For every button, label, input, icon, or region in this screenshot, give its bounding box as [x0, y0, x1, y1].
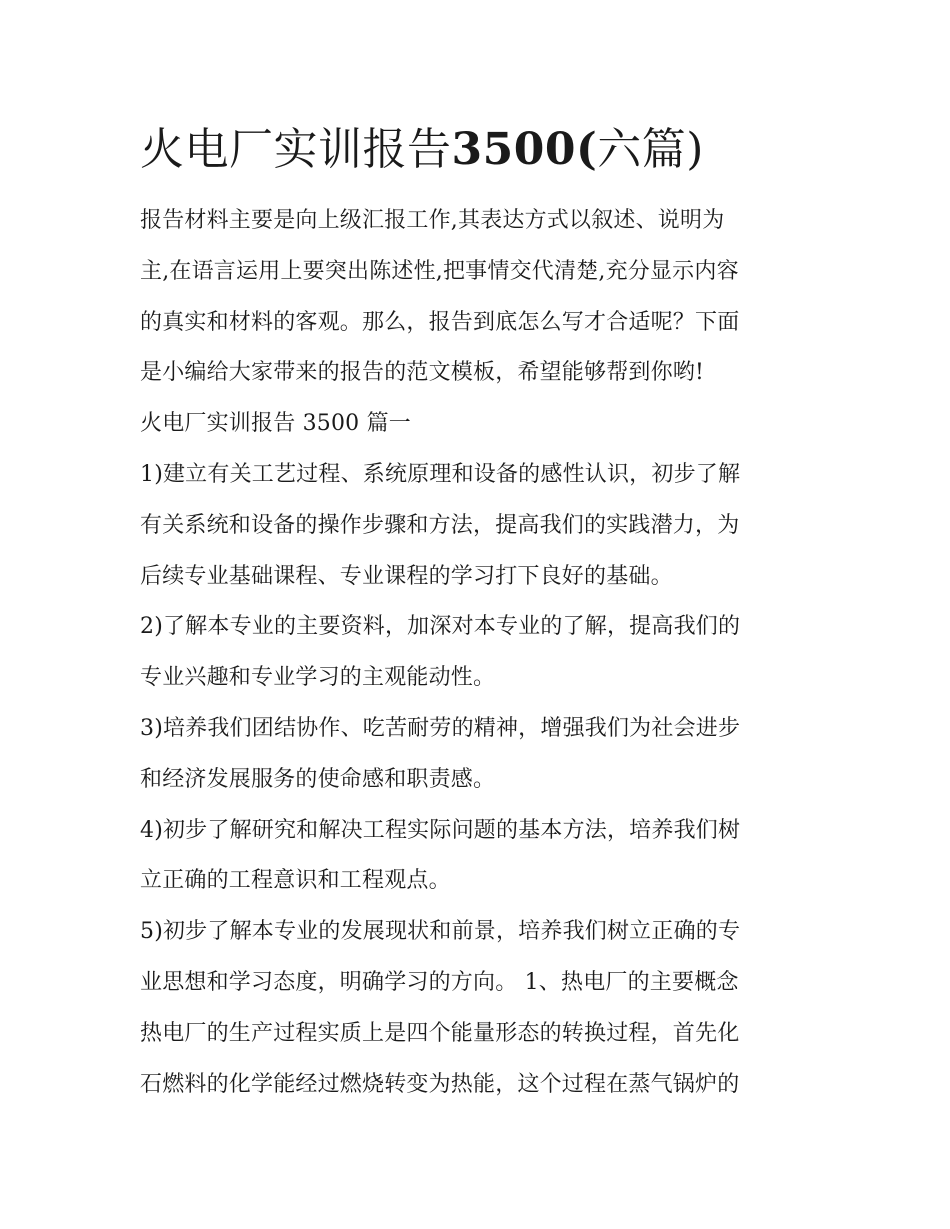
title-text: 火电厂实训报告	[140, 124, 452, 175]
item-2-line-2: 专业兴趣和专业学习的主观能动性。	[140, 665, 496, 691]
intro-line-3: 的真实和材料的客观。那么，报告到底怎么写才合适呢？下面	[140, 309, 740, 335]
item-1-line-3: 后续专业基础课程、专业课程的学习打下良好的基础。	[140, 563, 673, 589]
document-body	[140, 196, 812, 1110]
item-3-line-1: 3)培养我们团结协作、吃苦耐劳的精神，增强我们为社会进步	[140, 715, 741, 741]
title-number: 3500(	[451, 124, 598, 175]
intro-line-2: 主,在语言运用上要突出陈述性,把事情交代清楚,充分显示内容	[140, 258, 739, 284]
intro-line-4: 是小编给大家带来的报告的范文模板，希望能够帮到你哟!	[140, 360, 705, 386]
item-1-line-2: 有关系统和设备的操作步骤和方法，提高我们的实践潜力，为	[140, 512, 740, 538]
section-heading: 火电厂实训报告 3500 篇一	[140, 411, 411, 437]
item-4-line-1: 4)初步了解研究和解决工程实际问题的基本方法，培养我们树	[140, 817, 741, 843]
paragraph-line-1: 热电厂的生产过程实质上是四个能量形态的转换过程，首先化	[140, 1020, 740, 1046]
intro-line-1: 报告材料主要是向上级汇报工作,其表达方式以叙述、说明为	[140, 208, 725, 233]
item-2-line-1: 2)了解本专业的主要资料，加深对本专业的了解，提高我们的	[140, 614, 741, 640]
paragraph-line-2: 石燃料的化学能经过燃烧转变为热能，这个过程在蒸气锅炉的	[140, 1071, 740, 1097]
item-5-line-1: 5)初步了解本专业的发展现状和前景，培养我们树立正确的专	[140, 919, 741, 945]
title-suffix: 六篇)	[597, 124, 704, 175]
item-4-line-2: 立正确的工程意识和工程观点。	[140, 868, 451, 894]
document-page	[140, 112, 812, 1110]
item-1-line-1: 1)建立有关工艺过程、系统原理和设备的感性认识，初步了解	[140, 461, 741, 487]
document-title	[140, 112, 812, 188]
item-5-line-2: 业思想和学习态度，明确学习的方向。 1、热电厂的主要概念	[140, 969, 739, 995]
item-3-line-2: 和经济发展服务的使命感和职责感。	[140, 766, 496, 792]
